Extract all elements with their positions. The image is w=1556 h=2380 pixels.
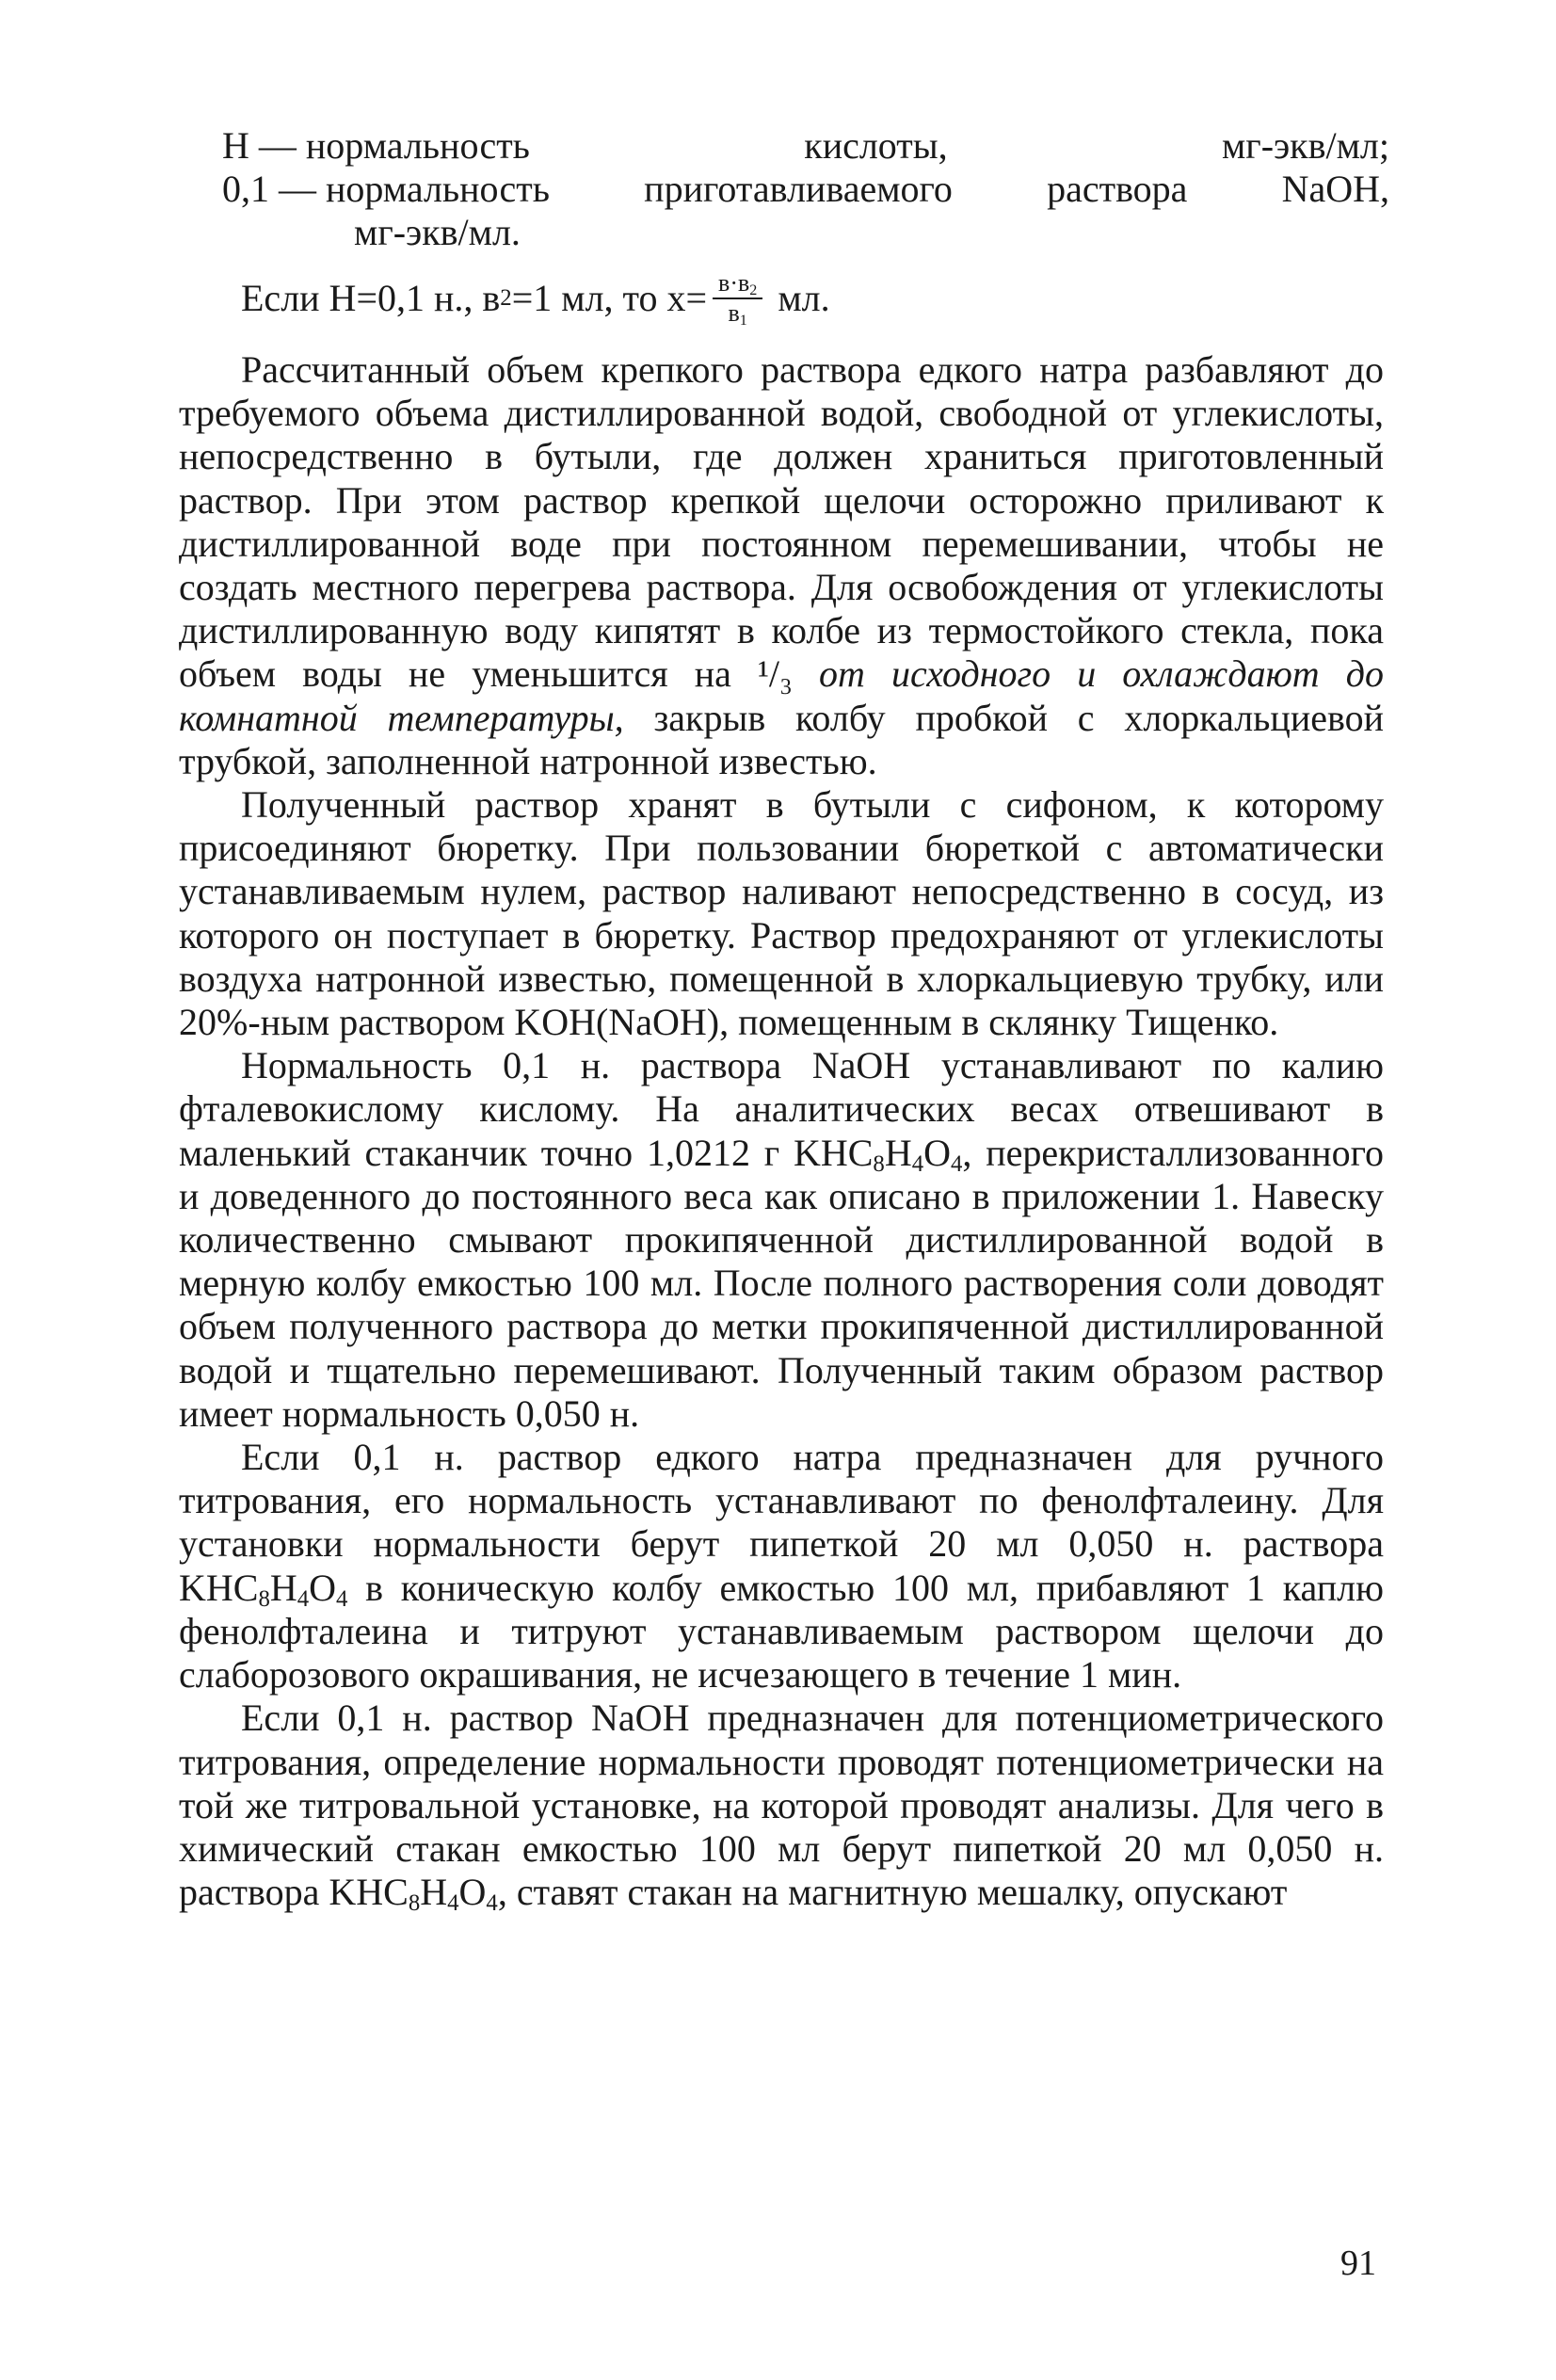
definition-text: нормальность приготавливаемого раствора NaOH,	[326, 168, 1389, 210]
formula-fraction	[713, 269, 762, 328]
definition-01	[222, 168, 1389, 211]
definition-continuation: мг-экв/мл.	[354, 211, 521, 253]
definition-text: нормальность кислоты, мг-экв/мл;	[305, 124, 1389, 167]
fraction-one-third: ¹/₃	[757, 652, 793, 696]
definition-h	[222, 124, 1389, 168]
formula-unit: мл.	[768, 277, 830, 319]
formula-prefix: Если Н=0,1 н., в	[241, 277, 501, 319]
paragraph-manual-titration: Если 0,1 н. раствор едкого натра предназначен для ручного титрования, его нормальность устанавливают по фенолфталеину. Для установки нормальности берут пипеткой 20 мл 0,050 н. раствора $KHC_8H_4O_4$ в коническую колбу емкостью 100 мл, прибавляют 1 каплю фенолфталеина и титруют устанавливаемым раствором щелочи до слаборозового окрашивания, не исчезающего в течение 1 мин.	[179, 1436, 1384, 1697]
fraction-denominator: $в_1$	[728, 299, 747, 330]
paragraph-potentiometric-titration: Если 0,1 н. раствор NaOH предназначен для потенциометрического титрования, определение нормальности проводят потенциометрически на той же титровальной установке, на которой проводят анализы. Для чего в химический стакан емкостью 100 мл берут пипеткой 20 мл 0,050 н. раствора $KHC_8H_4O_4$, ставят стакан на магнитную мешалку, опускают	[179, 1697, 1384, 1917]
definition-symbol: 0,1 —	[222, 168, 326, 210]
italic-phrase: от исходного и охлаждают до комнатной температуры,	[179, 652, 1384, 739]
variable-definitions	[222, 124, 1389, 254]
body-text	[179, 348, 1385, 1917]
page-number: 91	[1340, 2243, 1376, 2283]
fraction-numerator: $в\cdot в_2$	[713, 269, 762, 299]
volume-formula: Если Н=0,1 н., в 2 =1 мл, то х= $\frac{в\cdot в_2}{в_1}$ мл.	[241, 269, 830, 330]
definition-symbol: Н —	[222, 124, 306, 167]
paragraph-storage: Полученный раствор хранят в бутыли с сифоном, к которому присоединяют бюретку. При пользовании бюреткой с автоматически устанавливаемым нулем, раствор наливают непосредственно в сосуд, из которого он поступает в бюретку. Раствор предохраняют от углекислоты воздуха натронной известью, помещенной в хлоркальциевую трубку, или 20%-ным раствором KOH(NaOH), помещенным в склянку Тищенко.	[179, 783, 1384, 1044]
formula-middle: =1 мл, то х=	[511, 277, 708, 319]
paragraph-standardization: Нормальность 0,1 н. раствора NaOH устанавливают по калию фталевокислому кислому. На аналитических весах отвешивают в маленький стаканчик точно 1,0212 г $KHC_8H_4O_4$, перекристаллизованного и доведенного до постоянного веса как описано в приложении 1. Навеску количественно смывают прокипяченной дистиллированной водой в мерную колбу емкостью 100 мл. После полного растворения соли доводят объем полученного раствора до метки прокипяченной дистиллированной водой и тщательно перемешивают. Полученный таким образом раствор имеет нормальность 0,050 н.	[179, 1044, 1385, 1435]
paragraph-dilution: Рассчитанный объем крепкого раствора едкого натра разбавляют до требуемого объема дистиллированной водой, свободной от углекислоты, непосредственно в бутыли, где должен храниться приготовленный раствор. При этом раствор крепкой щелочи осторожно приливают к дистиллированной воде при постоянном перемешивании, чтобы не создать местного перегрева раствора. Для освобождения от углекислоты дистиллированную воду кипятят в колбе из термостойкого стекла, пока объем воды не уменьшится на ¹/₃ от исходного и охлаждают до комнатной температуры, закрыв колбу пробкой с хлоркальциевой трубкой, заполненной натронной известью.	[179, 348, 1384, 782]
